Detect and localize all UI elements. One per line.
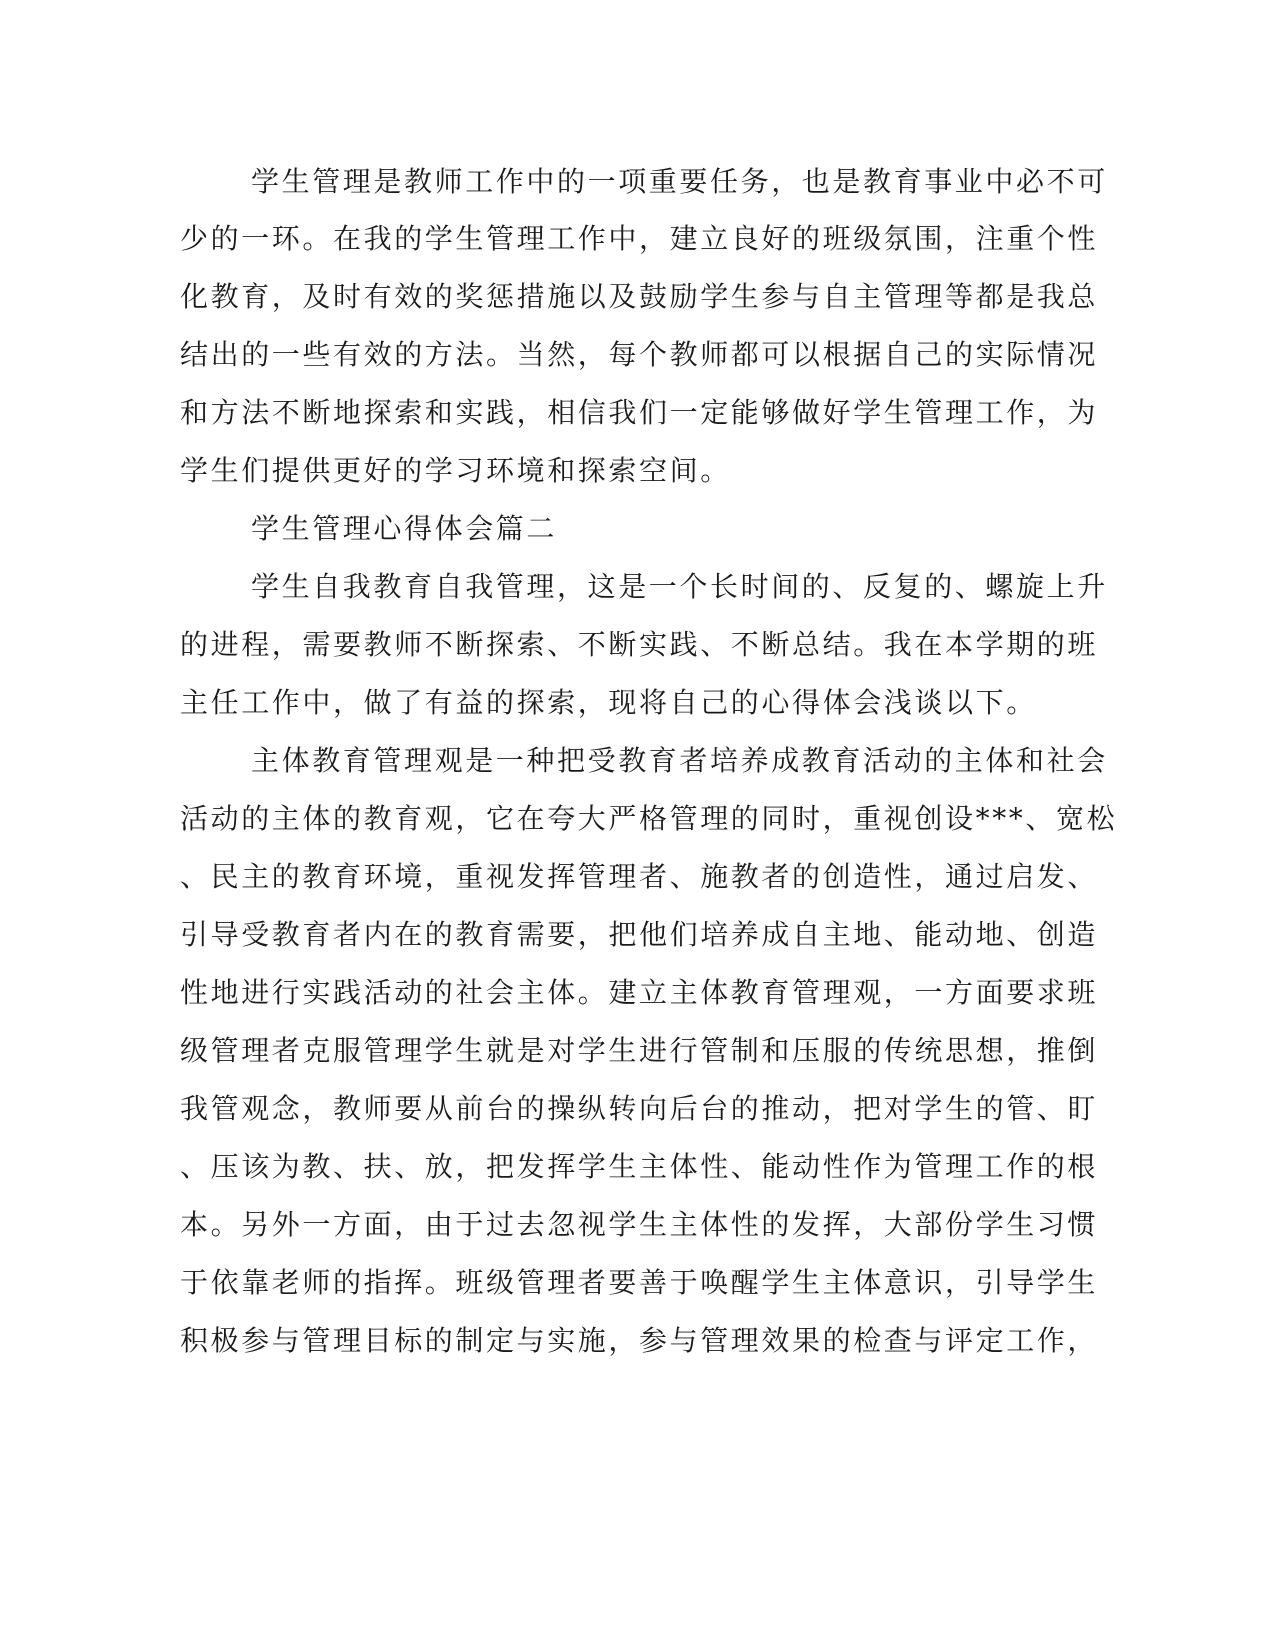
paragraph-3-line-4: 引导受教育者内在的教育需要，把他们培养成自主地、能动地、创造: [180, 918, 1099, 951]
paragraph-3-line-11: 积极参与管理目标的制定与实施，参与管理效果的检查与评定工作，: [180, 1324, 1099, 1357]
paragraph-3-line-7: 我管观念，教师要从前台的操纵转向后台的推动，把对学生的管、盯: [180, 1092, 1099, 1125]
paragraph-3-line-6: 级管理者克服管理学生就是对学生进行管制和压服的传统思想，推倒: [180, 1034, 1099, 1067]
paragraph-3-line-2: 活动的主体的教育观，它在夸大严格管理的同时，重视创设***、宽松: [180, 802, 1118, 835]
paragraph-3-line-10: 于依靠老师的指挥。班级管理者要善于唤醒学生主体意识，引导学生: [180, 1266, 1099, 1299]
paragraph-1-line-1: 学生管理是教师工作中的一项重要任务，也是教育事业中必不可: [251, 165, 1108, 198]
paragraph-1-line-6: 学生们提供更好的学习环境和探索空间。: [180, 454, 731, 487]
section-heading: 学生管理心得体会篇二: [251, 512, 558, 545]
paragraph-1-line-2: 少的一环。在我的学生管理工作中，建立良好的班级氛围，注重个性: [180, 222, 1099, 255]
paragraph-3-line-8: 、压该为教、扶、放，把发挥学生主体性、能动性作为管理工作的根: [180, 1150, 1099, 1183]
paragraph-2-line-3: 主任工作中，做了有益的探索，现将自己的心得体会浅谈以下。: [180, 686, 1037, 719]
paragraph-1-line-4: 结出的一些有效的方法。当然，每个教师都可以根据自己的实际情况: [180, 338, 1099, 371]
paragraph-3-line-5: 性地进行实践活动的社会主体。建立主体教育管理观，一方面要求班: [180, 976, 1099, 1009]
paragraph-3-line-3: 、民主的教育环境，重视发挥管理者、施教者的创造性，通过启发、: [180, 860, 1099, 893]
paragraph-3-line-1: 主体教育管理观是一种把受教育者培养成教育活动的主体和社会: [251, 744, 1108, 777]
paragraph-1-line-3: 化教育，及时有效的奖惩措施以及鼓励学生参与自主管理等都是我总: [180, 280, 1099, 313]
paragraph-2-line-1: 学生自我教育自我管理，这是一个长时间的、反复的、螺旋上升: [251, 570, 1108, 603]
paragraph-2-line-2: 的进程，需要教师不断探索、不断实践、不断总结。我在本学期的班: [180, 628, 1099, 661]
paragraph-3-line-9: 本。另外一方面，由于过去忽视学生主体性的发挥，大部份学生习惯: [180, 1208, 1099, 1241]
paragraph-1-line-5: 和方法不断地探索和实践，相信我们一定能够做好学生管理工作，为: [180, 396, 1099, 429]
